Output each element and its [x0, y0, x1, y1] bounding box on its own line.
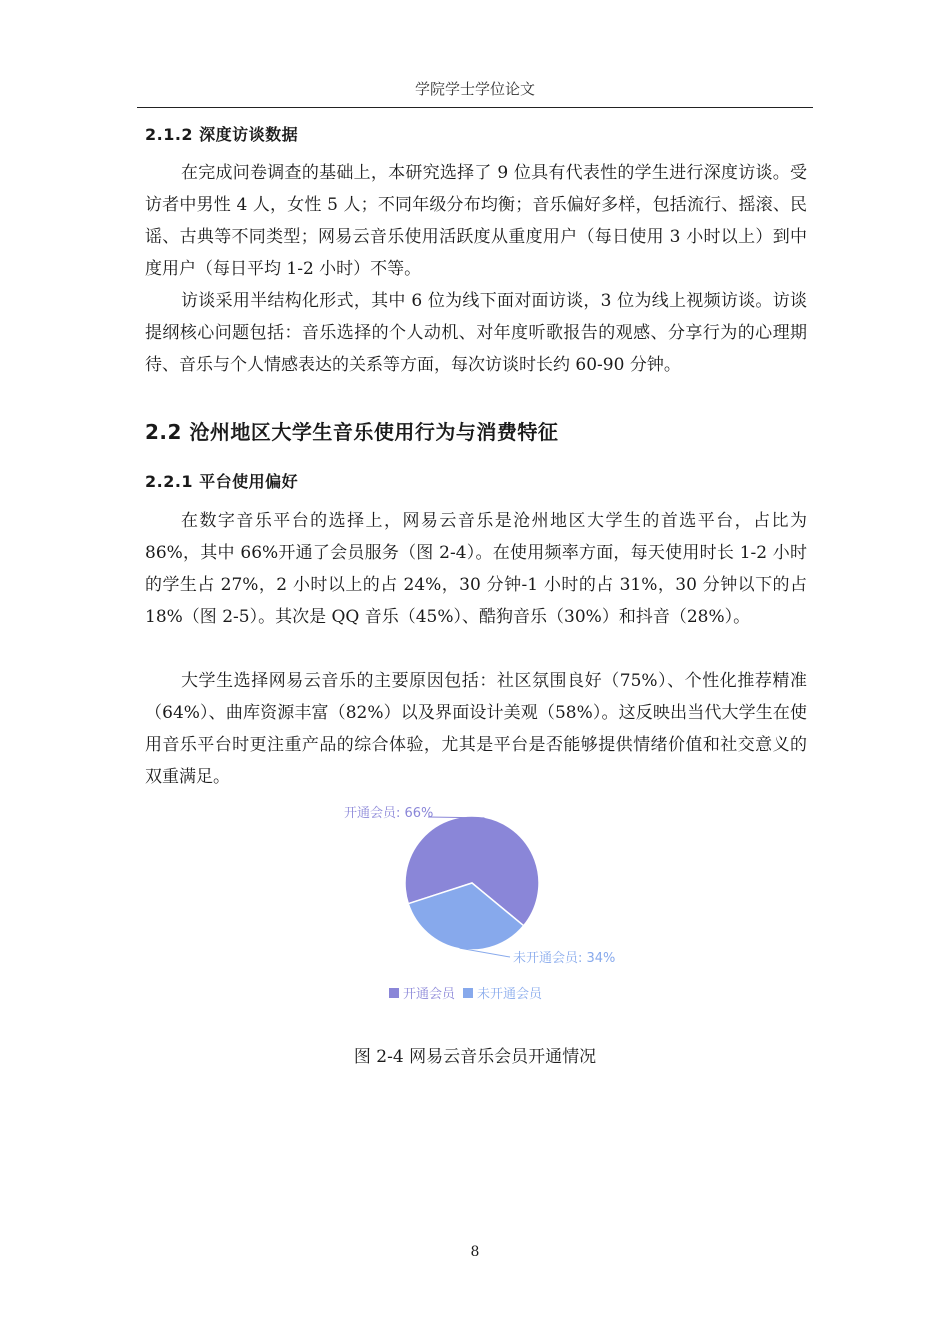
section-heading-2-2: 2.2 沧州地区大学生音乐使用行为与消费特征: [145, 420, 559, 444]
pie-data-label: 未开通会员: 34%: [513, 951, 616, 966]
paragraph: 访谈采用半结构化形式，其中 6 位为线下面对面访谈，3 位为线上视频访谈。访谈提纲核心问题包括：音乐选择的个人动机、对年度听歌报告的观感、分享行为的心理期待、音乐与个人情感表达的关系等方面，每次访谈时长约 60-90 分钟。: [145, 291, 807, 375]
legend-swatch: [389, 988, 399, 998]
page-number: 8: [470, 1244, 480, 1260]
legend-label: 开通会员: [403, 987, 456, 1002]
legend-swatch: [463, 988, 473, 998]
paragraph: 在完成问卷调查的基础上，本研究选择了 9 位具有代表性的学生进行深度访谈。受访者中男性 4 人，女性 5 人；不同年级分布均衡；音乐偏好多样，包括流行、摇滚、民谣、古典等不同类型；网易云音乐使用活跃度从重度用户（每日使用 3 小时以上）到中度用户（每日平均 1-2 小时）不等。: [145, 163, 807, 279]
section-heading-2-1-2: 2.1.2 深度访谈数据: [145, 125, 299, 144]
paragraph: 大学生选择网易云音乐的主要原因包括：社区氛围良好（75%）、个性化推荐精准（64%）、曲库资源丰富（82%）以及界面设计美观（58%）。这反映出当代大学生在使用音乐平台时更注重产品的综合体验，尤其是平台是否能够提供情绪价值和社交意义的双重满足。: [145, 671, 807, 787]
paragraph: 在数字音乐平台的选择上，网易云音乐是沧州地区大学生的首选平台，占比为 86%，其中 66%开通了会员服务（图 2-4）。在使用频率方面，每天使用时长 1-2 小时的学生占 27%，2 小时以上的占 24%，30 分钟-1 小时的占 31%，30 分钟以下的占 18%（图 2-5）。其次是 QQ 音乐（45%）、酷狗音乐（30%）和抖音（28%）。: [145, 511, 807, 627]
pie-data-label: 开通会员: 66%: [344, 806, 434, 821]
page-header: 学院学士学位论文: [137, 78, 813, 108]
legend-label: 未开通会员: [477, 987, 543, 1002]
section-heading-2-2-1: 2.2.1 平台使用偏好: [145, 472, 299, 491]
figure-caption: 图 2-4 网易云音乐会员开通情况: [353, 1047, 597, 1067]
membership-pie-chart: [300, 795, 650, 1015]
